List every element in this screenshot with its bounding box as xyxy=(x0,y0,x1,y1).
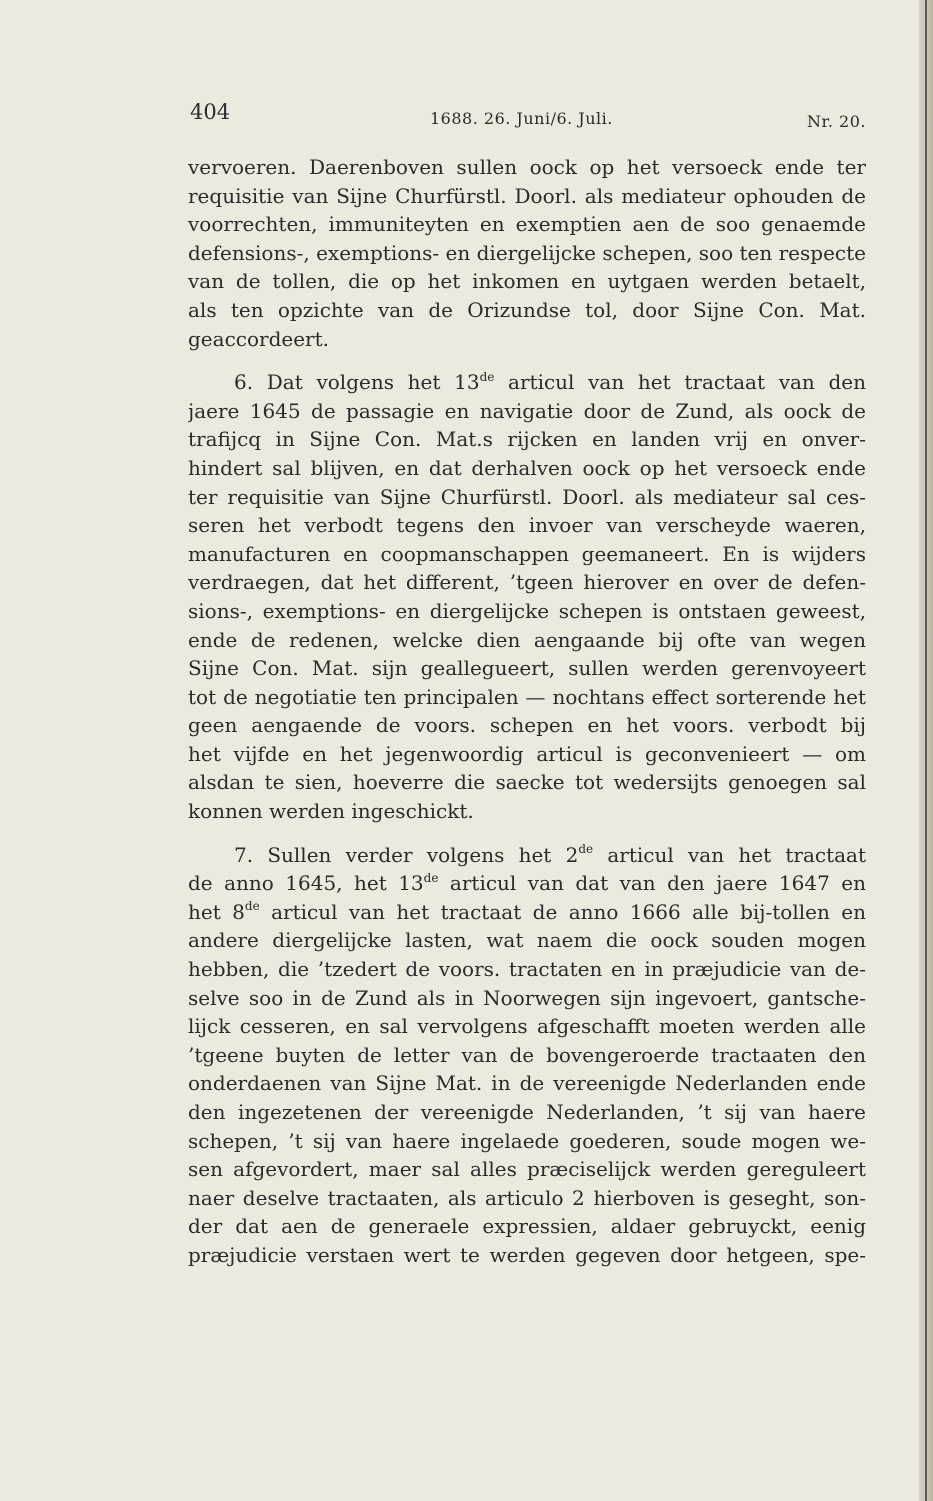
text-line: alsdan te sien, hoeverre die saecke tot wedersijts genoegen sal xyxy=(188,770,866,795)
text-line: naer deselve tractaaten, als articulo 2 hierboven is geseght, son- xyxy=(188,1185,866,1210)
paragraph-article-7 xyxy=(188,841,866,1270)
text-line: het vijfde en het jegenwoordig articul is geconvenieert — om xyxy=(188,741,866,766)
text-line: lijck cesseren, en sal vervolgens afgeschafft moeten werden alle xyxy=(188,1014,866,1039)
text-line: hindert sal blijven, en dat derhalven oock op het versoeck ende xyxy=(188,455,866,480)
text-line: geen aengaende de voors. schepen en het voors. verbodt bij xyxy=(188,713,866,738)
text-segment: 6. Dat volgens het 13 xyxy=(234,370,480,395)
text-line: tot de negotiatie ten principalen — nochtans effect sorterende het xyxy=(188,684,866,709)
page-number: 404 xyxy=(190,100,231,124)
text-line: præjudicie verstaen wert te werden gegeven door hetgeen, spe- xyxy=(188,1242,866,1267)
text-segment: articul van het tractaat xyxy=(593,842,866,867)
text-line: selve soo in de Zund als in Noorwegen sijn ingevoert, gantsche- xyxy=(188,985,866,1010)
text-line: andere diergelijcke lasten, wat naem die oock souden mogen xyxy=(188,928,866,953)
ordinal-suffix: de xyxy=(479,369,495,384)
text-segment: articul van het tractaat van den xyxy=(494,370,866,395)
text-line: hebben, die ’tzedert de voors. tractaten en in præjudicie van de- xyxy=(188,957,866,982)
ordinal-suffix: de xyxy=(423,870,439,885)
text-line xyxy=(188,898,866,927)
text-line: den ingezetenen der vereenigde Nederlanden, ’t sij van haere xyxy=(188,1100,866,1124)
binding-line xyxy=(925,0,927,1501)
text-line xyxy=(188,869,866,898)
text-line: ende de redenen, welcke dien aengaande bij ofte van wegen xyxy=(188,627,866,652)
document-number: Nr. 20. xyxy=(806,112,866,131)
running-title: 1688. 26. Juni/6. Juli. xyxy=(430,109,613,128)
text-line: onderdaenen van Sijne Mat. in de vereenigde Nederlanden ende xyxy=(188,1071,866,1096)
ordinal-suffix: de xyxy=(578,842,594,856)
paragraph-article-6 xyxy=(188,368,866,826)
text-line: als ten opzichte van de Orizundse tol, door Sijne Con. Mat. xyxy=(188,297,866,322)
text-line: sen afgevordert, maer sal alles præciselijck werden gereguleert xyxy=(188,1157,866,1182)
text-line: defensions-, exemptions- en diergelijcke schepen, soo ten respecte xyxy=(188,240,866,265)
text-line: ter requisitie van Sijne Churfürstl. Doorl. als mediateur sal ces- xyxy=(188,484,866,509)
text-line: vervoeren. Daerenboven sullen oock op het versoeck ende ter xyxy=(188,155,866,179)
text-line: van de tollen, die op het inkomen en uytgaen werden betaelt, xyxy=(188,269,866,294)
text-line: requisitie van Sijne Churfürstl. Doorl. als mediateur ophouden de xyxy=(188,183,866,208)
text-line: konnen werden ingeschickt. xyxy=(188,799,474,824)
text-line: jaere 1645 de passagie en navigatie door de Zund, als oock de xyxy=(188,398,866,423)
text-line: ’tgeene buyten de letter van de bovengeroerde tractaaten den xyxy=(188,1042,866,1067)
text-line: manufacturen en coopmanschappen geemaneert. En is wijders xyxy=(188,541,866,566)
text-line: geaccordeert. xyxy=(188,326,329,351)
ordinal-suffix: de xyxy=(244,899,260,914)
text-line: verdraegen, dat het different, ’tgeen hierover en over de defen- xyxy=(188,570,866,595)
text-line: trafijcq in Sijne Con. Mat.s rijcken en landen vrij en onver- xyxy=(188,427,866,452)
text-line: schepen, ’t sij van haere ingelaede goederen, soude mogen we- xyxy=(188,1128,866,1153)
body-text xyxy=(188,153,866,1270)
text-line: sions-, exemptions- en diergelijcke schepen is ontstaen geweest, xyxy=(188,598,866,623)
page-header xyxy=(190,100,866,136)
text-line: Sijne Con. Mat. sijn geallegueert, sullen werden gerenvoyeert xyxy=(188,656,866,681)
text-segment: 7. Sullen verder volgens het 2 xyxy=(234,842,579,867)
text-line xyxy=(188,368,866,397)
text-segment: articul van het tractaat de anno 1666 alle bij-tollen en xyxy=(259,899,866,924)
paragraph-continuation xyxy=(188,153,866,353)
text-segment: articul van dat van den jaere 1647 en xyxy=(438,871,866,896)
text-line: voorrechten, immuniteyten en exemptien aen de soo genaemde xyxy=(188,212,866,237)
text-line: der dat aen de generaele expressien, aldaer gebruyckt, eenig xyxy=(188,1214,866,1239)
text-segment: de anno 1645, het 13 xyxy=(188,871,424,896)
text-line: seren het verbodt tegens den invoer van verscheyde waeren, xyxy=(188,513,866,538)
text-segment: het 8 xyxy=(188,899,245,924)
text-line xyxy=(188,841,866,870)
